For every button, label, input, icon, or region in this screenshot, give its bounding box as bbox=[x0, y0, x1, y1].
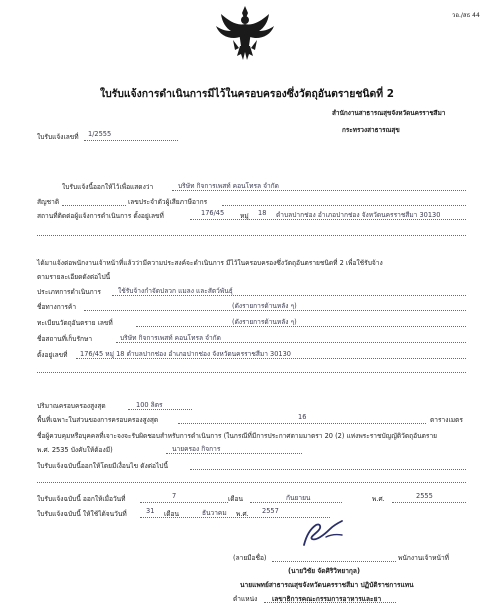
issue-day-dotline bbox=[140, 502, 228, 503]
area-unit: ตารางเมตร bbox=[430, 416, 463, 424]
statement-line-1: ได้มาแจ้งต่อพนักงานเจ้าหน้าที่แล้วว่ามีความประสงค์จะดำเนินการ มีไว้ในครอบครองซึ่งวัตถุอันตรายชนิดที่ 2 เพื่อใช้รับจ้าง bbox=[37, 259, 383, 267]
valid-month-label: เดือน bbox=[164, 510, 180, 518]
trade-name-dotline bbox=[84, 310, 466, 311]
moo-value: 18 bbox=[258, 209, 267, 217]
blank-line-1 bbox=[37, 235, 466, 236]
house-number: 176/45 bbox=[201, 209, 225, 217]
valid-year: 2557 bbox=[262, 507, 279, 515]
signatory-position: นายแพทย์สาธารณสุขจังหวัดนครราชสีมา ปฏิบัติราชการแทน bbox=[240, 581, 414, 589]
garuda-emblem bbox=[213, 4, 277, 62]
issue-year-dotline bbox=[392, 502, 466, 503]
location-label: ตั้งอยู่เลขที่ bbox=[37, 351, 68, 359]
storage-place-value: บริษัท กิจการเพสท์ คอนโทรล จำกัด bbox=[120, 334, 221, 342]
office-name: สำนักงานสาธารณสุขจังหวัดนครราชสีมา bbox=[332, 109, 446, 117]
issue-label: ใบรับแจ้งฉบับนี้ ออกให้เมื่อวันที่ bbox=[37, 495, 126, 503]
controller-dotline bbox=[166, 453, 302, 454]
officer-label: พนักงานเจ้าหน้าที่ bbox=[398, 554, 449, 562]
intro-text: ใบรับแจ้งนี้ออกให้ไว้เพื่อแสดงว่า bbox=[62, 183, 154, 191]
max-quantity-label: ปริมาณครอบครองสูงสุด bbox=[37, 402, 106, 410]
taxid-dotline bbox=[222, 205, 466, 206]
taxid-label: เลขประจำตัวผู้เสียภาษีอากร bbox=[128, 198, 208, 206]
condition-text: ใบรับแจ้งฉบับนี้ออกให้โดยมีเงื่อนไข ดังต่อไปนี้ bbox=[37, 462, 168, 470]
statement-line-2: ตามรายละเอียดดังต่อไปนี้ bbox=[37, 273, 111, 281]
valid-year-label: พ.ศ. bbox=[236, 510, 249, 518]
position-dotline bbox=[264, 602, 396, 603]
nationality-label: สัญชาติ bbox=[37, 198, 60, 206]
address-dotline bbox=[190, 219, 466, 220]
address-rest: ตำบลปากช่อง อำเภอปากช่อง จังหวัดนครราชสีมา 30130 bbox=[276, 211, 441, 219]
valid-label: ใบรับแจ้งฉบับนี้ ให้ใช้ได้จนวันที่ bbox=[37, 510, 127, 518]
location-value: 176/45 หมู่ 18 ตำบลปากช่อง อำเภอปากช่อง จังหวัดนครราชสีมา 30130 bbox=[80, 350, 292, 358]
signature-dotline bbox=[272, 561, 396, 562]
receipt-number: 1/2555 bbox=[88, 130, 112, 138]
controller-line-2-label: พ.ศ. 2535 บังคับให้ต้องมี) bbox=[37, 446, 113, 454]
business-type-label: ประเภทการดำเนินการ bbox=[37, 288, 101, 296]
issue-day: 7 bbox=[172, 492, 177, 500]
condition-dotline bbox=[190, 469, 466, 470]
nationality-dotline bbox=[62, 205, 126, 206]
blank-line-2 bbox=[37, 372, 466, 373]
ministry-name: กระทรวงสาธารณสุข bbox=[342, 126, 400, 134]
storage-place-label: ชื่อสถานที่เก็บรักษา bbox=[37, 335, 93, 343]
max-quantity-dotline bbox=[128, 409, 192, 410]
handwritten-signature bbox=[298, 515, 348, 551]
area-dotline bbox=[178, 423, 426, 424]
business-type-value: ใช้รับจ้างกำจัดปลวก แมลง และสัตว์พันธุ์ bbox=[118, 287, 233, 295]
controller-line-1: ชื่อผู้ควบคุมหรือบุคคลที่เจาะจงจะรับผิดชอบสำหรับการดำเนินการ (ในกรณีที่มีการประกาศตามมาตรา 20 (2) แห่งพระราชบัญญัติวัตถุอันตราย bbox=[37, 432, 438, 440]
registration-dotline bbox=[136, 326, 466, 327]
registration-note: (ดังรายการด้านหลัง ๆ) bbox=[232, 318, 297, 326]
controller-name: นายครอง กิจการ bbox=[172, 445, 221, 453]
registration-label: ทะเบียนวัตถุอันตราย เลขที่ bbox=[37, 319, 113, 327]
signatory-name: (นายวิชัย จัดศิริวิทยากุล) bbox=[288, 567, 360, 575]
company-dotline bbox=[172, 190, 466, 191]
issue-month-dotline bbox=[250, 502, 342, 503]
document-title: ใบรับแจ้งการดำเนินการมีไว้ในครอบครองซึ่งวัตถุอันตรายชนิดที่ 2 bbox=[100, 88, 394, 100]
area-label: พื้นที่เฉพาะในส่วนของการครอบครองสูงสุด bbox=[37, 416, 159, 424]
receipt-label: ใบรับแจ้งเลขที่ bbox=[37, 133, 79, 141]
location-dotline bbox=[76, 358, 466, 359]
trade-name-note: (ดังรายการด้านหลัง ๆ) bbox=[232, 302, 297, 310]
receipt-dotline bbox=[84, 140, 178, 141]
valid-day: 31 bbox=[146, 507, 155, 515]
blank-line-3 bbox=[37, 482, 466, 483]
signatory-position-2: เลขาธิการคณะกรรมการอาหารและยา bbox=[272, 595, 382, 603]
valid-month: ธันวาคม bbox=[202, 509, 227, 517]
business-type-dotline bbox=[112, 295, 466, 296]
issue-month: กันยายน bbox=[286, 494, 311, 502]
max-quantity-value: 100 ลิตร bbox=[136, 401, 163, 409]
address-label: สถานที่ติดต่อผู้แจ้งการดำเนินการ ตั้งอยู่เลขที่ bbox=[37, 212, 164, 220]
trade-name-label: ชื่อทางการค้า bbox=[37, 303, 77, 311]
signature-label: (ลายมือชื่อ) bbox=[233, 554, 267, 562]
form-code: วอ./สธ 44 bbox=[452, 12, 480, 19]
moo-label: หมู่ bbox=[240, 212, 249, 220]
issue-year-label: พ.ศ. bbox=[372, 495, 385, 503]
company-name: บริษัท กิจการเพสท์ คอนโทรล จำกัด bbox=[178, 182, 279, 190]
issue-year: 2555 bbox=[416, 492, 433, 500]
storage-place-dotline bbox=[116, 342, 466, 343]
area-value: 16 bbox=[298, 413, 307, 421]
issue-month-label: เดือน bbox=[228, 495, 244, 503]
position-label: ตำแหน่ง bbox=[233, 595, 258, 603]
